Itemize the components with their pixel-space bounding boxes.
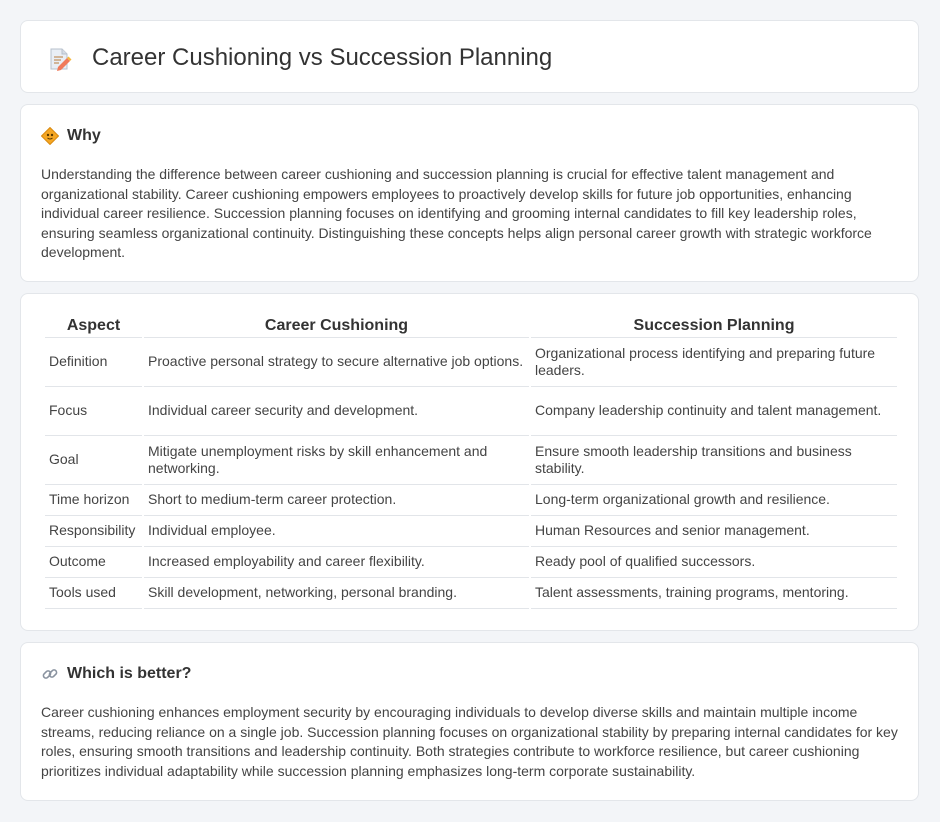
career-cushioning-cell: Mitigate unemployment risks by skill enhancement and networking.	[144, 436, 529, 485]
aspect-cell: Focus	[45, 387, 142, 436]
which-is-better-section	[20, 642, 919, 801]
table-row	[45, 387, 897, 436]
why-section	[20, 104, 919, 282]
diamond-sign-icon	[41, 127, 59, 145]
column-header-career-cushioning: Career Cushioning	[144, 314, 529, 338]
succession-planning-cell: Long-term organizational growth and resilience.	[531, 485, 897, 516]
succession-planning-cell: Ready pool of qualified successors.	[531, 547, 897, 578]
aspect-cell: Goal	[45, 436, 142, 485]
succession-planning-cell: Organizational process identifying and preparing future leaders.	[531, 338, 897, 387]
career-cushioning-cell: Increased employability and career flexibility.	[144, 547, 529, 578]
career-cushioning-cell: Proactive personal strategy to secure alternative job options.	[144, 338, 529, 387]
better-title: Which is better?	[67, 665, 192, 682]
page-title: Career Cushioning vs Succession Planning	[92, 44, 553, 71]
why-title: Why	[67, 127, 101, 144]
succession-planning-cell: Company leadership continuity and talent management.	[531, 387, 897, 436]
better-heading	[41, 665, 191, 683]
table-row	[45, 578, 897, 609]
succession-planning-cell: Human Resources and senior management.	[531, 516, 897, 547]
header-card	[20, 20, 919, 93]
why-heading	[41, 127, 101, 145]
aspect-cell: Definition	[45, 338, 142, 387]
better-text: Career cushioning enhances employment security by encouraging individuals to develop diverse skills and maintain multiple income streams, reducing reliance on a single job. Succession planning focuses on organizational stability by preparing internal candidates for key roles, ensuring smooth transitions and leadership continuity. Both strategies contribute to workforce resilience, but career cushioning prioritizes individual adaptability while succession planning emphasizes long-term corporate sustainability.	[41, 704, 898, 779]
aspect-cell: Responsibility	[45, 516, 142, 547]
table-row	[45, 436, 897, 485]
column-header-aspect: Aspect	[45, 314, 142, 338]
table-row	[45, 338, 897, 387]
why-text: Understanding the difference between career cushioning and succession planning is crucial for effective talent management and organizational stability. Career cushioning empowers employees to proactively develop skills for future job opportunities, enhancing individual career resilience. Succession planning focuses on identifying and grooming internal candidates to fill key leadership roles, ensuring seamless organizational continuity. Distinguishing these concepts helps align personal career growth with strategic workforce development.	[41, 166, 872, 261]
table-row	[45, 547, 897, 578]
aspect-cell: Outcome	[45, 547, 142, 578]
succession-planning-cell: Ensure smooth leadership transitions and business stability.	[531, 436, 897, 485]
aspect-cell: Tools used	[45, 578, 142, 609]
comparison-table	[43, 314, 899, 609]
document-pencil-icon	[46, 46, 72, 72]
aspect-cell: Time horizon	[45, 485, 142, 516]
succession-planning-cell: Talent assessments, training programs, mentoring.	[531, 578, 897, 609]
table-row	[45, 485, 897, 516]
career-cushioning-cell: Individual employee.	[144, 516, 529, 547]
column-header-succession-planning: Succession Planning	[531, 314, 897, 338]
career-cushioning-cell: Short to medium-term career protection.	[144, 485, 529, 516]
career-cushioning-cell: Individual career security and development.	[144, 387, 529, 436]
table-row	[45, 516, 897, 547]
link-icon	[41, 665, 59, 683]
table-header-row	[45, 314, 897, 338]
career-cushioning-cell: Skill development, networking, personal branding.	[144, 578, 529, 609]
comparison-section	[20, 293, 919, 631]
